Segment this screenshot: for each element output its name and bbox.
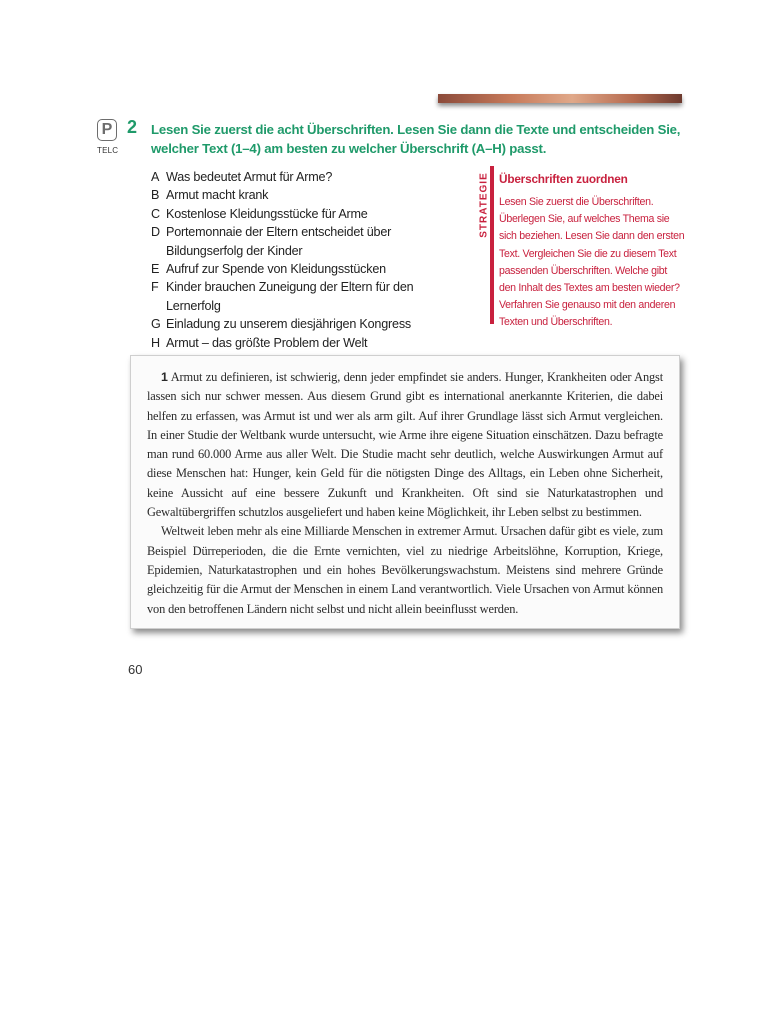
heading-letter: C xyxy=(151,206,160,221)
list-item xyxy=(151,186,471,204)
strategy-title: Überschriften zuordnen xyxy=(499,172,628,186)
task-instruction: Lesen Sie zuerst die acht Überschriften. Lesen Sie dann die Texte und entscheiden Sie, welcher Text (1–4) am besten zu welcher Überschrift (A–H) passt. xyxy=(151,122,681,156)
list-item xyxy=(151,168,471,186)
heading-letter: B xyxy=(151,188,160,203)
strategy-label-wrap xyxy=(478,166,490,244)
task-number: 2 xyxy=(127,117,138,137)
list-item xyxy=(151,334,471,352)
heading-text: Was bedeutet Armut für Arme? xyxy=(166,170,333,184)
heading-text: Portemonnaie der Eltern entscheidet über Bildungserfolg der Kinder xyxy=(166,225,392,258)
list-item xyxy=(151,223,471,260)
heading-letter: F xyxy=(151,280,159,295)
p-badge-icon: P xyxy=(97,119,117,141)
strategy-label: STRATEGIE xyxy=(478,172,490,238)
strategy-body: Lesen Sie zuerst die Überschriften. Überlegen Sie, auf welches Thema sie sich beziehen. Lesen Sie dann den ersten Text. Vergleichen Sie die zu diesem Text passenden Überschriften. Welche gibt den Inhalt des Textes am besten wieder? Verfahren Sie genauso mit den anderen Texten und Überschriften. xyxy=(499,196,685,329)
page-number: 60 xyxy=(128,662,143,677)
list-item xyxy=(151,278,471,315)
text-paragraph-1 xyxy=(147,368,663,522)
strategy-divider xyxy=(490,166,494,324)
list-item xyxy=(151,205,471,223)
heading-text: Kinder brauchen Zuneigung der Eltern für den Lernerfolg xyxy=(166,280,414,313)
heading-text: Aufruf zur Spende von Kleidungsstücken xyxy=(166,262,386,277)
heading-letter: H xyxy=(151,335,160,350)
reading-text-1 xyxy=(130,355,680,629)
heading-text: Kostenlose Kleidungsstücke für Arme xyxy=(166,206,368,221)
list-item xyxy=(151,315,471,333)
text-number: 1 xyxy=(161,370,168,384)
heading-letter: G xyxy=(151,317,161,332)
text-paragraph-2: Weltweit leben mehr als eine Milliarde Menschen in extremer Armut. Ursachen dafür gibt es viele, zum Beispiel Dürreperioden, die die Ernte vernichten, viel zu niedrige Arbeitslöhne, Korruption, Kriege, Epidemien, Naturkatastrophen und ein hohes Bevölkerungswachstum. Meistens sind mehrere Gründe gleichzeitig für die Armut der Menschen in einem Land verantwortlich. Viele Ursachen von Armut können von den betroffenen Ländern nicht selbst und nicht allein beeinflusst werden. xyxy=(147,524,663,616)
photo-strip xyxy=(438,94,682,103)
strategy-box xyxy=(478,166,688,329)
heading-letter: E xyxy=(151,262,160,277)
heading-text: Armut – das größte Problem der Welt xyxy=(166,335,368,350)
paragraph-1-text: Armut zu definieren, ist schwierig, denn jeder empfindet sie anders. Hunger, Krankheiten oder Angst lassen sich nur schwer messen. Aus diesem Grund gibt es international anerkannte Kriterien, die dabei helfen zu erfassen, was Armut ist und wer als arm gilt. Auf ihrer Grundlage lässt sich Armut vergleichen. In einer Studie der Weltbank wurde untersucht, wie Arme ihre eigene Situation einschätzen. Dazu befragte man rund 60.000 Arme aus aller Welt. Die Studie macht sehr deutlich, welche Auswirkungen Armut auf diese Menschen hat: Hunger, kein Geld für die nötigsten Dinge des Alltags, ein Leben ohne Sicherheit, keine Aussicht auf eine bessere Zukunft und Krankheiten. Oft sind sie Naturkatastrophen und Gewaltübergriffen schutzlos ausgeliefert und haben keine Möglichkeit, ihr Leben selbst zu bestimmen. xyxy=(147,370,663,520)
heading-text: Armut macht krank xyxy=(166,188,269,203)
exam-label: TELC xyxy=(97,146,119,155)
heading-letter: D xyxy=(151,225,160,240)
headings-list xyxy=(151,168,471,352)
heading-letter: A xyxy=(151,170,160,184)
list-item xyxy=(151,260,471,278)
heading-text: Einladung zu unserem diesjährigen Kongress xyxy=(166,317,412,332)
